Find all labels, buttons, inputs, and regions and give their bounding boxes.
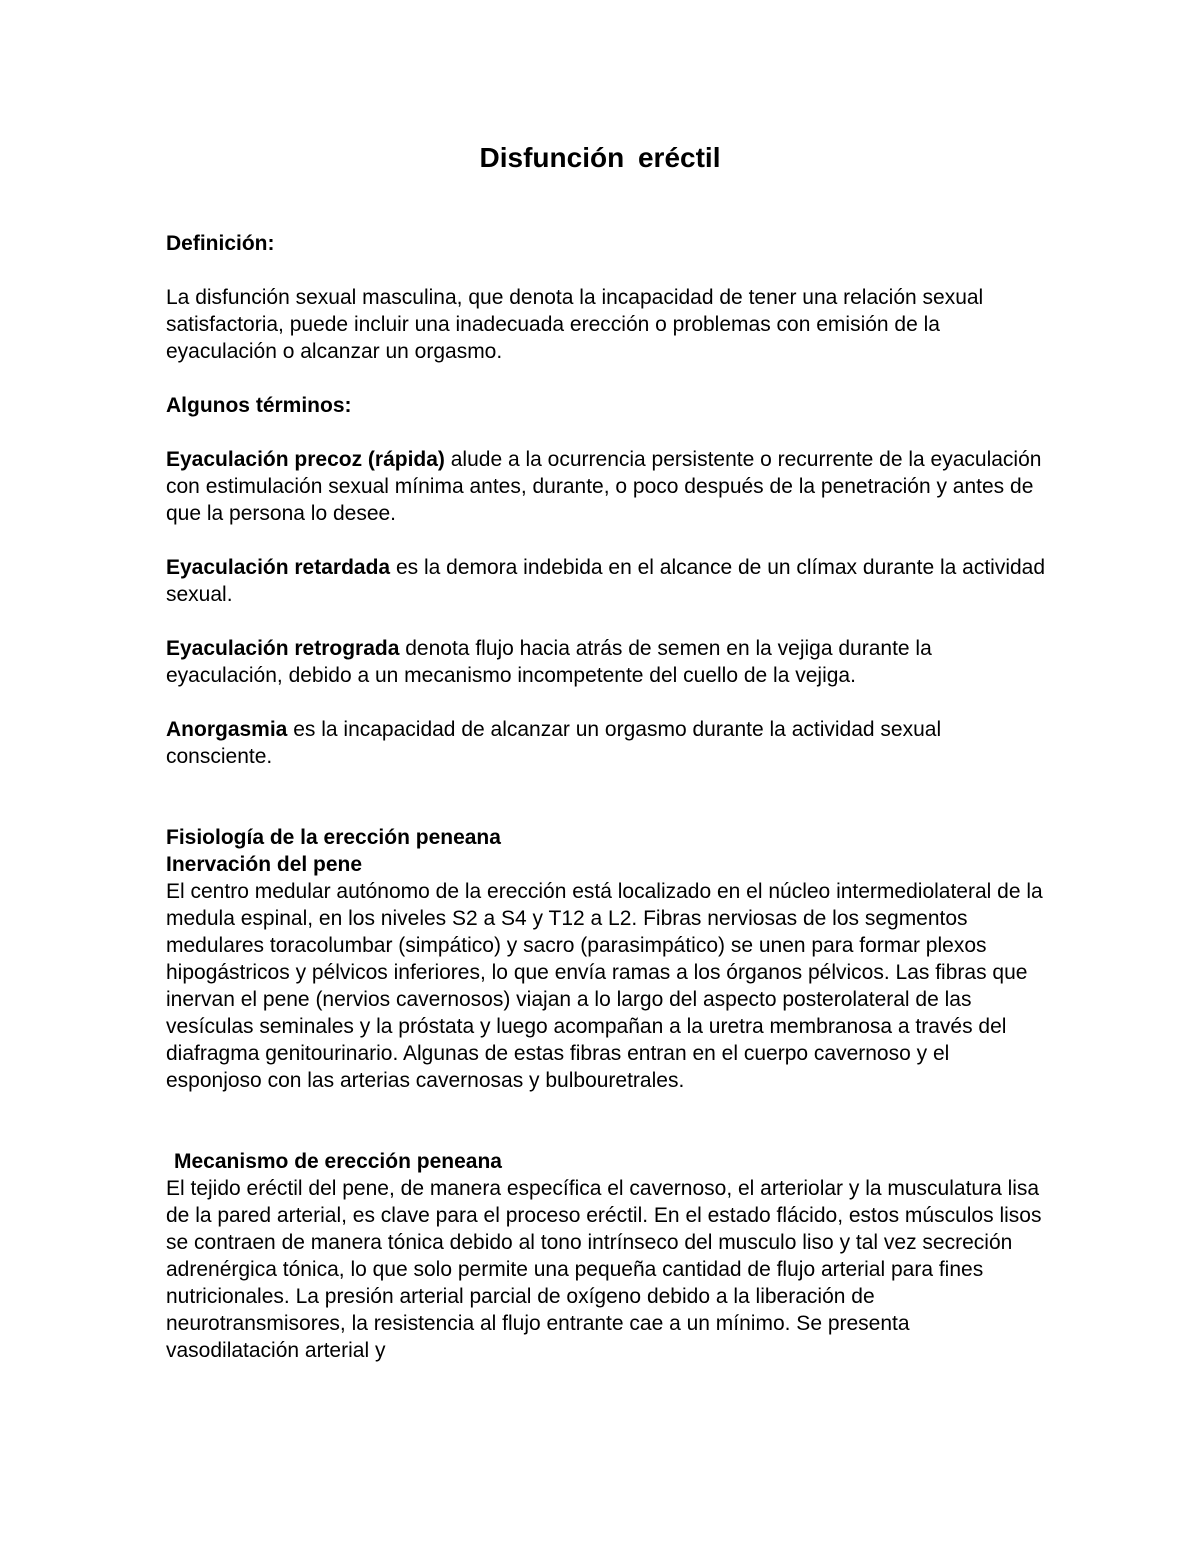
spacer — [166, 689, 1046, 716]
physiology-text: El centro medular autónomo de la erección está localizado en el núcleo intermediolateral de la medula espinal, en los niveles S2 a S4 y T12 a L2. Fibras nerviosas de los segmentos medulares toracolumbar (simpático) y sacro (parasimpático) se unen para formar plexos hipogástricos y pélvicos inferiores, lo que envía ramas a los órganos pélvicos. Las fibras que inervan el pene (nervios cavernosos) viajan a lo largo del aspecto posterolateral de las vesículas seminales y la próstata y luego acompañan a la uretra membranosa a través del diafragma genitourinario. Algunas de estas fibras entran en el cuerpo cavernoso y el esponjoso con las arterias cavernosas y bulbouretrales. — [166, 880, 1043, 1092]
term-delayed-ejaculation — [166, 554, 1046, 608]
mechanism-text: El tejido eréctil del pene, de manera específica el cavernoso, el arteriolar y la musculatura lisa de la pared arterial, es clave para el proceso eréctil. En el estado flácido, estos músculos lisos se contraen de manera tónica debido al tono intrínseco del musculo liso y tal vez secreción adrenérgica tónica, lo que solo permite una pequeña cantidad de flujo arterial para fines nutricionales. La presión arterial parcial de oxígeno debido a la liberación de neurotransmisores, la resistencia al flujo entrante cae a un mínimo. Se presenta vasodilatación arterial y — [166, 1177, 1042, 1362]
mechanism-heading: Mecanismo de erección peneana — [174, 1150, 502, 1173]
terms-heading: Algunos términos: — [166, 394, 352, 417]
term-label: Eyaculación retrograda — [166, 637, 400, 660]
spacer — [166, 176, 1046, 230]
term-text: es la demora indebida en el alcance de un clímax durante la actividad sexual. — [166, 556, 1046, 606]
spacer — [166, 365, 1046, 392]
term-anorgasmia — [166, 716, 1046, 770]
spacer — [166, 419, 1046, 446]
spacer — [166, 608, 1046, 635]
term-text: denota flujo hacia atrás de semen en la vejiga durante la eyaculación, debido a un mecanismo incompetente del cuello de la vejiga. — [166, 637, 932, 687]
definition-heading: Definición: — [166, 232, 275, 255]
document-body — [166, 140, 1046, 1364]
term-label: Eyaculación retardada — [166, 556, 391, 579]
document-title: Disfunción eréctil — [479, 142, 721, 173]
term-label: Eyaculación precoz (rápida) — [166, 448, 445, 471]
term-text: alude a la ocurrencia persistente o recurrente de la eyaculación con estimulación sexual mínima antes, durante, o poco después de la penetración y antes de que la persona lo desee. — [166, 448, 1042, 525]
definition-text: La disfunción sexual masculina, que denota la incapacidad de tener una relación sexual satisfactoria, puede incluir una inadecuada erección o problemas con emisión de la eyaculación o alcanzar un orgasmo. — [166, 286, 984, 363]
spacer — [166, 770, 1046, 824]
spacer — [166, 527, 1046, 554]
term-text: es la incapacidad de alcanzar un orgasmo durante la actividad sexual consciente. — [166, 718, 942, 768]
physiology-heading: Fisiología de la erección peneana — [166, 826, 501, 849]
term-label: Anorgasmia — [166, 718, 288, 741]
term-premature-ejaculation — [166, 446, 1046, 527]
spacer — [166, 1094, 1046, 1148]
spacer — [166, 257, 1046, 284]
term-retrograde-ejaculation — [166, 635, 1046, 689]
innervation-subheading: Inervación del pene — [166, 853, 363, 876]
